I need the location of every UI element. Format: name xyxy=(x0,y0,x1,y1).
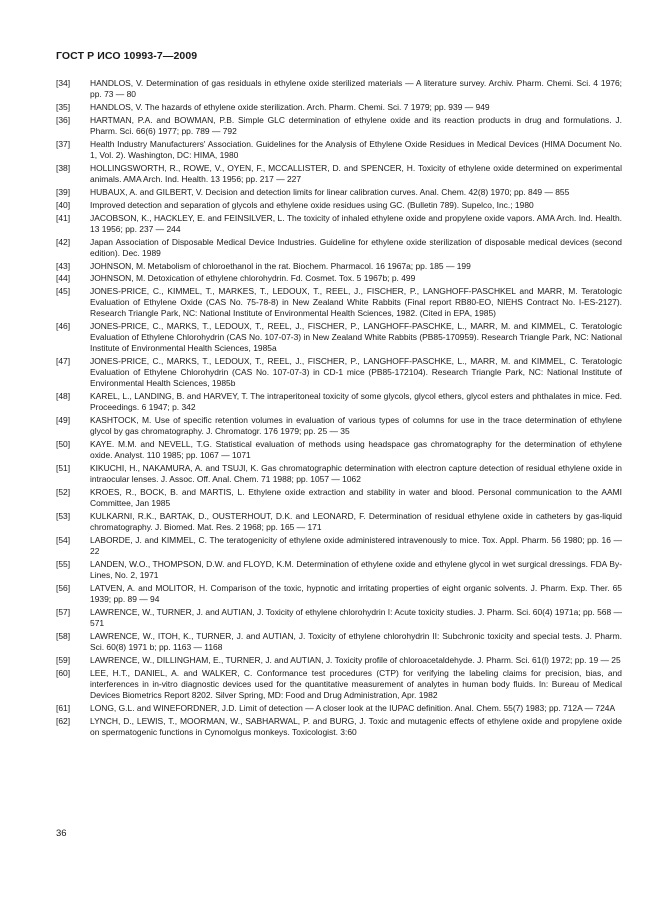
reference-item xyxy=(56,703,622,714)
reference-number: [54] xyxy=(56,535,71,545)
reference-number: [46] xyxy=(56,321,71,331)
reference-item xyxy=(56,716,622,738)
reference-number: [39] xyxy=(56,187,71,197)
reference-number: [53] xyxy=(56,511,71,521)
reference-item xyxy=(56,463,622,485)
reference-text: LEE, H.T., DANIEL, A. and WALKER, C. Conformance test procedures (CTP) for verifying the labeling claims for precision, bias, and interferences in in-vitro diagnostic devices used for the quantitative measurement of analytes in human body fluids. In: Bureau of Medical Devices Biometrics Report 8202. Silver Spring, MD: Food and Drug Administration, Apr. 1982 xyxy=(90,668,622,700)
reference-text: KAREL, L., LANDING, B. and HARVEY, T. The intraperitoneal toxicity of some glycols, glycol ethers, glycol esters and phthalates in mice. Fed. Proceedings. 6 1947; p. 342 xyxy=(90,391,622,412)
reference-text: JACOBSON, K., HACKLEY, E. and FEINSILVER, L. The toxicity of inhaled ethylene oxide and propylene oxide vapors. AMA Arch. Ind. Health. 13 1956; pp. 237 — 244 xyxy=(90,213,622,234)
reference-text: HUBAUX, A. and GILBERT, V. Decision and detection limits for linear calibration curves. Anal. Chem. 42(8) 1970; pp. 849 — 855 xyxy=(90,187,570,197)
reference-item xyxy=(56,102,622,113)
reference-number: [34] xyxy=(56,78,71,88)
reference-number: [35] xyxy=(56,102,71,112)
reference-number: [55] xyxy=(56,559,71,569)
reference-item xyxy=(56,78,622,100)
document-header: ГОСТ Р ИСО 10993-7—2009 xyxy=(56,50,198,62)
page-number: 36 xyxy=(56,828,67,839)
reference-text: LYNCH, D., LEWIS, T., MOORMAN, W., SABHARWAL, P. and BURG, J. Toxic and mutagenic effects of ethylene oxide and propylene oxide on spermatogenic functions in Cynomolgus monkeys. Toxicologist. 3:60 xyxy=(90,716,622,737)
reference-text: LONG, G.L. and WINEFORDNER, J.D. Limit of detection — A closer look at the IUPAC definition. Anal. Chem. 55(7) 1983; pp. 712A — 724A xyxy=(90,703,616,713)
reference-text: HANDLOS, V. Determination of gas residuals in ethylene oxide sterilized materials — A literature survey. Archiv. Pharm. Chemi. Sci. 4 1976; pp. 73 — 80 xyxy=(90,78,622,99)
reference-item xyxy=(56,668,622,701)
reference-number: [52] xyxy=(56,487,71,497)
reference-item xyxy=(56,535,622,557)
reference-text: LATVEN, A. and MOLITOR, H. Comparison of the toxic, hypnotic and irritating properties of eight organic solvents. J. Pharm. Exp. Ther. 65 1939; pp. 89 — 94 xyxy=(90,583,622,604)
reference-number: [45] xyxy=(56,286,71,296)
reference-text: Improved detection and separation of glycols and ethylene oxide residues using GC. (Bulletin 789). Supelco, Inc.; 1980 xyxy=(90,200,534,210)
reference-item xyxy=(56,139,622,161)
reference-number: [42] xyxy=(56,237,71,247)
reference-text: JONES-PRICE, C., KIMMEL, T., MARKES, T., LEDOUX, T., REEL, J., FISCHER, P., LANGHOFF-PASCHKEL and MARR, M. Teratologic Evaluation of Ethylene Oxide (CAS No. 75-78-8) in New Zealand White Rabbits (Final report RB80-EO, NIEHS Contract No. I-ES-2127). Research Triangle Park, NC: National Institute of Environmental Health Sciences, 1982. (Cited in EPA, 1985) xyxy=(90,286,622,318)
reference-number: [49] xyxy=(56,415,71,425)
reference-text: LAWRENCE, W., DILLINGHAM, E., TURNER, J. and AUTIAN, J. Toxicity profile of chloroacetaldehyde. J. Pharm. Sci. 61(l) 1972; pp. 19 — 25 xyxy=(90,655,621,665)
reference-number: [44] xyxy=(56,273,71,283)
reference-text: LAWRENCE, W., ITOH, K., TURNER, J. and AUTIAN, J. Toxicity of ethylene chlorohydrin II: Subchronic toxicity and special tests. J. Pharm. Sci. 60(8) 1971 b; pp. 1163 — 1168 xyxy=(90,631,622,652)
reference-item xyxy=(56,115,622,137)
reference-item xyxy=(56,237,622,259)
reference-text: KASHTOCK, M. Use of specific retention volumes in evaluation of various types of columns for use in the trace determination of ethylene glycol by gas chromatography. J. Chromatogr. 176 1979; pp. 25 — 35 xyxy=(90,415,622,436)
reference-text: LABORDE, J. and KIMMEL, C. The teratogenicity of ethylene oxide administered intravenously to mice. Tox. Appl. Pharm. 56 1980; pp. 16 — 22 xyxy=(90,535,622,556)
reference-text: KULKARNI, R.K., BARTAK, D., OUSTERHOUT, D.K. and LEONARD, F. Determination of residual ethylene oxide in catheters by gas-liquid chromatography. J. Biomed. Mat. Res. 2 1968; pp. 165 — 171 xyxy=(90,511,622,532)
reference-number: [57] xyxy=(56,607,71,617)
reference-item xyxy=(56,559,622,581)
reference-number: [43] xyxy=(56,261,71,271)
reference-number: [41] xyxy=(56,213,71,223)
reference-text: Health Industry Manufacturers' Association. Guidelines for the Analysis of Ethylene Oxide Residues in Medical Devices (HIMA Document No. 1, Vol. 2). Washington, DC: HIMA, 1980 xyxy=(90,139,622,160)
reference-text: HOLLINGSWORTH, R., ROWE, V., OYEN, F., MCCALLISTER, D. and SPENCER, H. Toxicity of ethylene oxide determined on experimental animals. AMA Arch. Ind. Health. 13 1956; pp. 217 — 227 xyxy=(90,163,622,184)
reference-number: [50] xyxy=(56,439,71,449)
reference-item xyxy=(56,487,622,509)
reference-number: [47] xyxy=(56,356,71,366)
reference-item xyxy=(56,655,622,666)
reference-item xyxy=(56,187,622,198)
reference-item xyxy=(56,261,622,272)
reference-item xyxy=(56,583,622,605)
reference-text: KAYE. M.M. and NEVELL, T.G. Statistical evaluation of methods using headspace gas chromatography for the determination of ethylene oxide. Analyst. 110 1985; pp. 1067 — 1071 xyxy=(90,439,622,460)
reference-text: LANDEN, W.O., THOMPSON, D.W. and FLOYD, K.M. Determination of ethylene oxide and ethylene glycol in wet surgical dressings. FDA By-Lines, No. 2, 1971 xyxy=(90,559,622,580)
reference-item xyxy=(56,511,622,533)
reference-number: [38] xyxy=(56,163,71,173)
reference-number: [61] xyxy=(56,703,71,713)
reference-item xyxy=(56,439,622,461)
reference-item xyxy=(56,607,622,629)
reference-item xyxy=(56,213,622,235)
reference-number: [58] xyxy=(56,631,71,641)
reference-text: Japan Association of Disposable Medical Device Industries. Guideline for ethylene oxide sterilization of disposable medical devices (second edition). Dec. 1989 xyxy=(90,237,622,258)
reference-number: [62] xyxy=(56,716,71,726)
reference-item xyxy=(56,415,622,437)
reference-number: [37] xyxy=(56,139,71,149)
reference-number: [40] xyxy=(56,200,71,210)
reference-number: [48] xyxy=(56,391,71,401)
reference-number: [59] xyxy=(56,655,71,665)
reference-number: [60] xyxy=(56,668,71,678)
reference-text: JOHNSON, M. Detoxication of ethylene chlorohydrin. Fd. Cosmet. Tox. 5 1967b; p. 499 xyxy=(90,273,416,283)
reference-text: JOHNSON, M. Metabolism of chloroethanol in the rat. Biochem. Pharmacol. 16 1967a; pp. 185 — 199 xyxy=(90,261,471,271)
reference-text: JONES-PRICE, C., MARKS, T., LEDOUX, T., REEL, J., FISCHER, P., LANGHOFF-PASCHKE, L., MARR, M. and KIMMEL, C. Teratologic Evaluation of Ethylene Chlorohydrin (CAS No. 107-07-3) in New Zealand White Rabbits (PB85-170959). Research Triangle Park, NC: National Institute of Environmental Health Sciences, 1985a xyxy=(90,321,622,353)
reference-list xyxy=(56,78,622,738)
reference-item xyxy=(56,631,622,653)
reference-text: LAWRENCE, W., TURNER, J. and AUTIAN, J. Toxicity of ethylene chlorohydrin I: Acute toxicity studies. J. Pharm. Sci. 60(4) 1971a; pp. 568 — 571 xyxy=(90,607,622,628)
reference-item xyxy=(56,286,622,319)
reference-number: [36] xyxy=(56,115,71,125)
reference-item xyxy=(56,356,622,389)
reference-text: HANDLOS, V. The hazards of ethylene oxide sterilization. Arch. Pharm. Chemi. Sci. 7 1979; pp. 939 — 949 xyxy=(90,102,490,112)
reference-item xyxy=(56,163,622,185)
reference-number: [56] xyxy=(56,583,71,593)
reference-item xyxy=(56,321,622,354)
reference-text: HARTMAN, P.A. and BOWMAN, P.B. Simple GLC determination of ethylene oxide and its reaction products in drug and formulations. J. Pharm. Sci. 66(6) 1977; pp. 789 — 792 xyxy=(90,115,622,136)
reference-item xyxy=(56,200,622,211)
reference-text: JONES-PRICE, C., MARKS, T., LEDOUX, T., REEL, J., FISCHER, P., LANGHOFF-PASCHKE, L., MARR, M. and KIMMEL, C. Teratologic Evaluation of Ethylene Chlorohydrin (CAS No. 107-07-3) in CD-1 mice (PB85-172104). Research Triangle Park, NC: National Institute of Environmental Health Sciences, 1985b xyxy=(90,356,622,388)
reference-item xyxy=(56,391,622,413)
reference-text: KIKUCHI, H., NAKAMURA, A. and TSUJI, K. Gas chromatographic determination with electron capture detection of residual ethylene oxide in intraocular lenses. J. Assoc. Off. Anal. Chem. 71 1988; pp. 1057 — 1062 xyxy=(90,463,622,484)
reference-number: [51] xyxy=(56,463,71,473)
reference-item xyxy=(56,273,622,284)
reference-text: KROES, R., BOCK, B. and MARTIS, L. Ethylene oxide extraction and stability in water and blood. Personal communication to the AAMI Committee, Jan 1985 xyxy=(90,487,622,508)
